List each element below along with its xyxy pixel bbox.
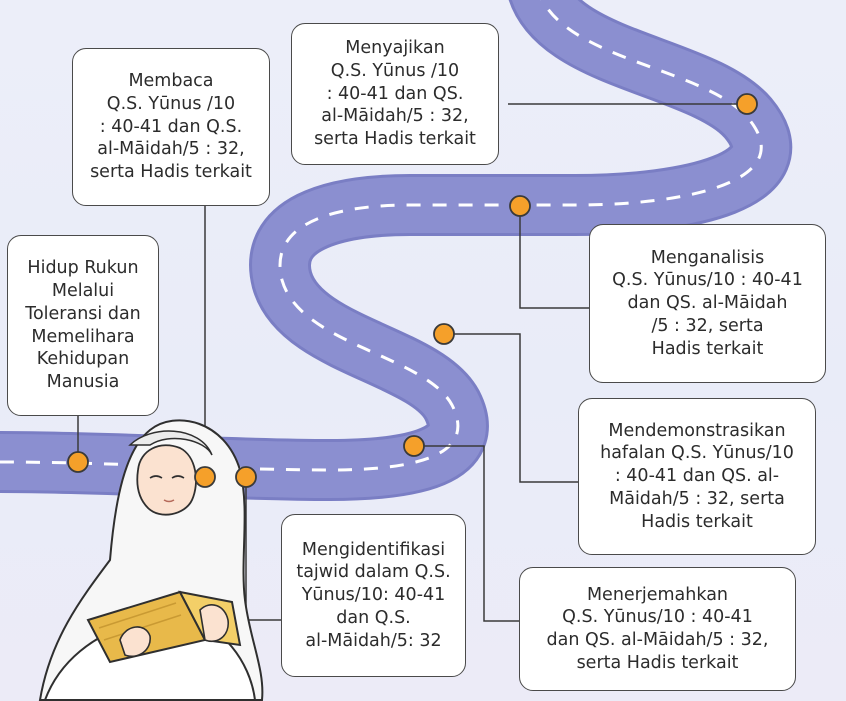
marker-hidup [68, 452, 88, 472]
step-box-hidup [7, 235, 159, 416]
step-text-mengidentifikasi: Mengidentifikasi tajwid dalam Q.S. Yūnus/10: 40-41 dan Q.S. al-Māidah/5: 32 [296, 539, 451, 651]
step-box-mendemonstrasikan [578, 398, 816, 555]
marker-mengidentifikasi [236, 467, 256, 487]
step-box-menyajikan [291, 23, 499, 165]
step-box-menerjemahkan [519, 567, 796, 691]
step-box-menganalisis [589, 224, 826, 383]
step-text-mendemonstrasikan: Mendemonstrasikan hafalan Q.S. Yūnus/10 : 40-41 dan QS. al- Māidah/5 : 32, serta Hadis terkait [600, 420, 794, 532]
marker-mendemonstrasikan [434, 324, 454, 344]
step-text-menyajikan: Menyajikan Q.S. Yūnus /10 : 40-41 dan QS. al-Māidah/5 : 32, serta Hadis terkait [314, 38, 476, 150]
step-text-hidup: Hidup Rukun Melalui Toleransi dan Memelihara Kehidupan Manusia [25, 258, 141, 392]
marker-menyajikan [737, 94, 757, 114]
step-box-mengidentifikasi [281, 514, 466, 677]
marker-membaca [195, 467, 215, 487]
marker-menganalisis [510, 196, 530, 216]
step-text-menganalisis: Menganalisis Q.S. Yūnus/10 : 40-41 dan QS. al-Māidah /5 : 32, serta Hadis terkait [612, 247, 803, 359]
step-text-menerjemahkan: Menerjemahkan Q.S. Yūnus/10 : 40-41 dan QS. al-Māidah/5 : 32, serta Hadis terkait [546, 584, 769, 673]
step-box-membaca [72, 48, 270, 206]
marker-menerjemahkan [404, 436, 424, 456]
step-text-membaca: Membaca Q.S. Yūnus /10 : 40-41 dan Q.S. al-Māidah/5 : 32, serta Hadis terkait [90, 71, 252, 183]
